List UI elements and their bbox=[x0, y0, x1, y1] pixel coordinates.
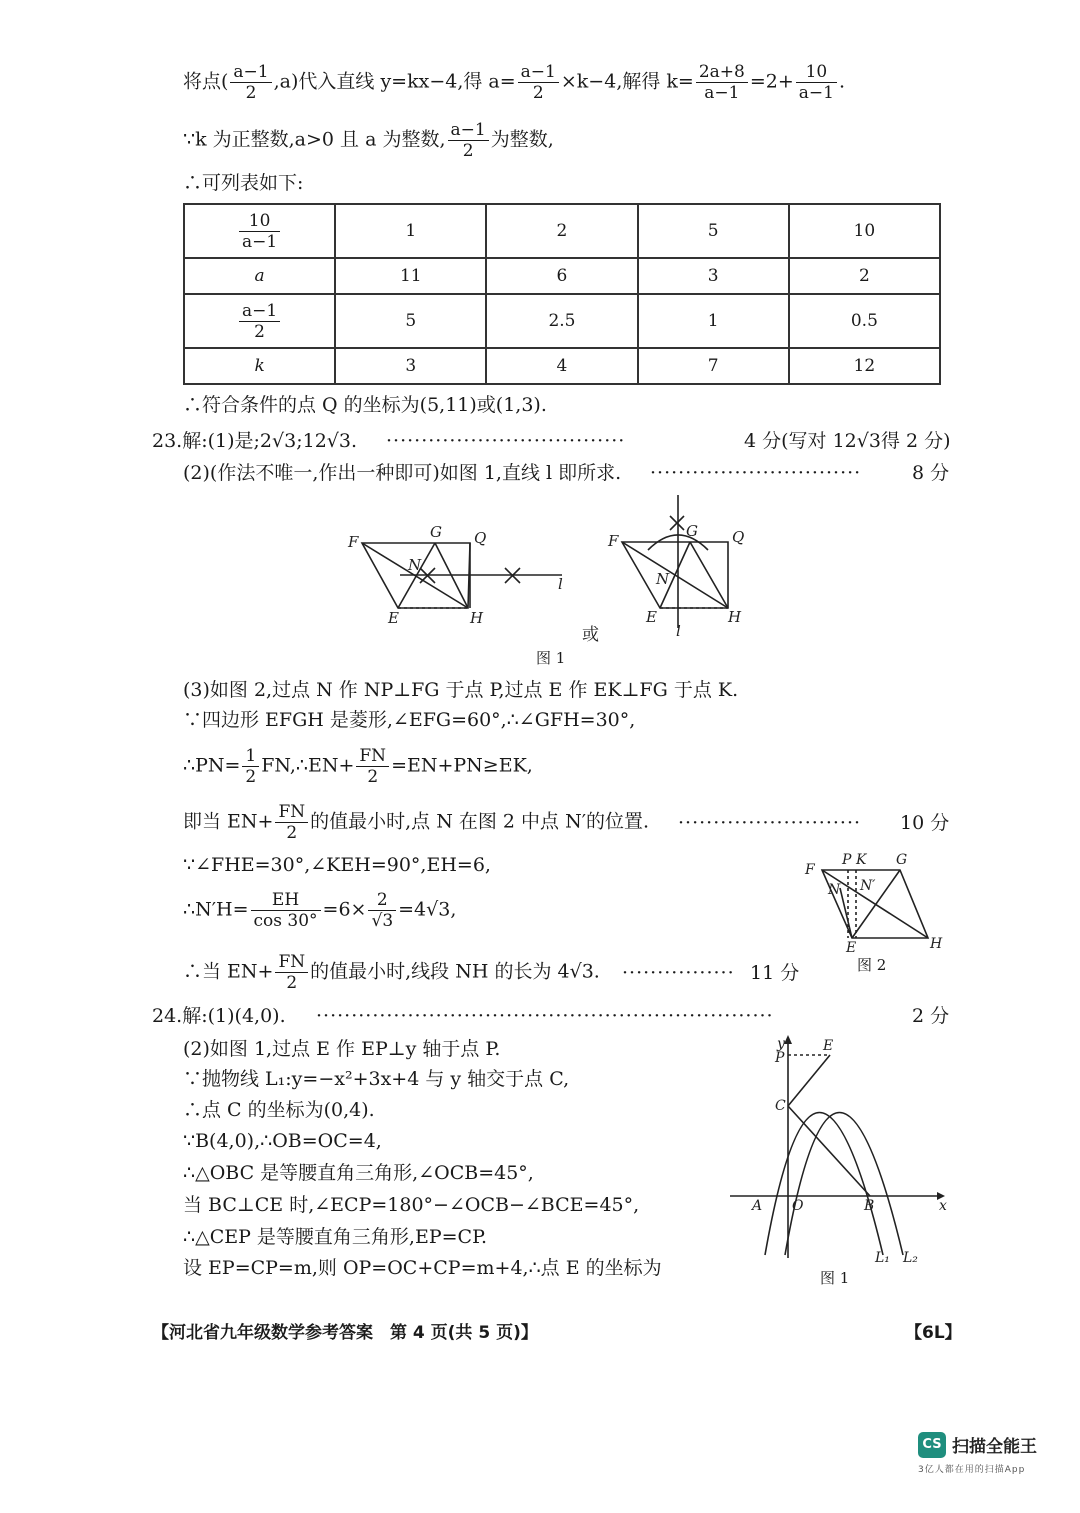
label-N: N bbox=[828, 882, 841, 898]
label-G: G bbox=[430, 523, 442, 541]
q24-line4: ∴点 C 的坐标为(0,4). bbox=[183, 1099, 375, 1121]
label-F: F bbox=[608, 532, 619, 550]
table-row: a 11 6 3 2 bbox=[184, 258, 940, 294]
label-l: l bbox=[676, 622, 681, 640]
camscanner-logo: CS bbox=[918, 1432, 946, 1458]
q23-line5: ∴PN= $\frac{1}{2}$ FN,∴EN+ $\frac{FN}{2}$ =EN+PN≥EK, bbox=[183, 746, 533, 787]
label-G: G bbox=[896, 852, 908, 868]
leader-dots: ······························ bbox=[650, 462, 862, 484]
fraction: $\frac{FN}{2}$ bbox=[356, 746, 389, 787]
table-row: $\frac{10}{a-1}$ 1 2 5 10 bbox=[184, 204, 940, 258]
label-E: E bbox=[823, 1038, 834, 1054]
label-P: P bbox=[842, 852, 852, 868]
score-label: 10 分 bbox=[900, 812, 950, 834]
label-E: E bbox=[388, 609, 399, 627]
camscanner-name: 扫描全能王 bbox=[952, 1437, 1037, 1457]
fraction: $\frac{a-1}{2}$ bbox=[448, 120, 489, 161]
table-row: $\frac{a-1}{2}$ 5 2.5 1 0.5 bbox=[184, 294, 940, 348]
q24-line8: ∴△CEP 是等腰直角三角形,EP=CP. bbox=[183, 1226, 488, 1248]
label-F: F bbox=[348, 533, 359, 551]
q23-part2: (2)(作法不唯一,作出一种即可)如图 1,直线 l 即所求. bbox=[183, 462, 622, 484]
q24-line7: 当 BC⊥CE 时,∠ECP=180°−∠OCB−∠BCE=45°, bbox=[183, 1194, 640, 1216]
fraction: $\frac{10}{a-1}$ bbox=[796, 62, 837, 103]
label-H: H bbox=[930, 936, 943, 952]
q22-conclusion: ∴符合条件的点 Q 的坐标为(5,11)或(1,3). bbox=[183, 394, 547, 416]
score-label: 2 分 bbox=[912, 1005, 950, 1027]
label-E: E bbox=[646, 608, 657, 626]
score-label: 4 分(写对 12√3得 2 分) bbox=[744, 430, 951, 452]
footer-left: 【河北省九年级数学参考答案 第 4 页(共 5 页)】 bbox=[152, 1323, 538, 1343]
leader-dots: ·································· bbox=[386, 430, 626, 452]
q23-line6: 即当 EN+ $\frac{FN}{2}$ 的值最小时,点 N 在图 2 中点 N′的位置. bbox=[183, 802, 650, 843]
label-L1: L₁ bbox=[875, 1250, 890, 1266]
q24-line2: (2)如图 1,过点 E 作 EP⊥y 轴于点 P. bbox=[183, 1038, 501, 1060]
label-G: G bbox=[686, 522, 698, 540]
fraction: $\frac{FN}{2}$ bbox=[275, 802, 308, 843]
label-C: C bbox=[775, 1098, 786, 1114]
label-H: H bbox=[470, 609, 484, 627]
q23-line7: ∵∠FHE=30°,∠KEH=90°,EH=6, bbox=[183, 854, 491, 876]
figure-1-caption: 图 1 bbox=[536, 649, 566, 667]
figure-1-right bbox=[600, 490, 760, 640]
leader-dots: ································································· bbox=[316, 1005, 774, 1027]
q24-line3: ∵抛物线 L₁:y=−x²+3x+4 与 y 轴交于点 C, bbox=[183, 1068, 570, 1090]
label-y: y bbox=[777, 1036, 785, 1052]
q23-part1: 23.解:(1)是;2√3;12√3. bbox=[152, 430, 358, 452]
q23-line8: ∴N′H= $\frac{EH}{\cos 30^\circ}$ =6× $\frac{2}{√3}$ =4√3, bbox=[183, 890, 457, 931]
label-l: l bbox=[558, 575, 563, 593]
q24-line9: 设 EP=CP=m,则 OP=OC+CP=m+4,∴点 E 的坐标为 bbox=[183, 1257, 662, 1279]
label-N: N bbox=[656, 570, 670, 588]
fraction: $\frac{a-1}{2}$ bbox=[230, 62, 271, 103]
q22-line2: ∵k 为正整数,a>0 且 a 为整数, $\frac{a-1}{2}$ 为整数, bbox=[183, 120, 554, 161]
footer-right: 【6L】 bbox=[905, 1323, 962, 1343]
label-L2: L₂ bbox=[903, 1250, 918, 1266]
leader-dots: ·························· bbox=[678, 812, 862, 834]
figure-2-caption: 图 2 bbox=[857, 956, 887, 974]
label-A: A bbox=[752, 1198, 763, 1214]
label-Nprime: N′ bbox=[860, 878, 876, 894]
table-row: k 3 4 7 12 bbox=[184, 348, 940, 384]
q23-part3: (3)如图 2,过点 N 作 NP⊥FG 于点 P,过点 E 作 EK⊥FG 于点 K. bbox=[183, 679, 739, 701]
camscanner-tagline: 3亿人都在用的扫描App bbox=[918, 1465, 1026, 1475]
q23-line4: ∵四边形 EFGH 是菱形,∠EFG=60°,∴∠GFH=30°, bbox=[183, 709, 636, 731]
q23-line9: ∴当 EN+ $\frac{FN}{2}$ 的值最小时,线段 NH 的长为 4√3. bbox=[183, 952, 600, 993]
label-Q: Q bbox=[732, 528, 745, 546]
q22-line1: 将点( $\frac{a-1}{2}$ ,a)代入直线 y=kx−4,得 a= $\frac{a-1}{2}$ ×k−4,解得 k= $\frac{2a+8}{a-1}$ =2+ $\frac{10}{a-1}$ . bbox=[183, 62, 846, 103]
label-P: P bbox=[775, 1050, 785, 1066]
label-x: x bbox=[939, 1198, 947, 1214]
score-label: 8 分 bbox=[912, 462, 950, 484]
fraction: $\frac{1}{2}$ bbox=[242, 746, 259, 787]
q24-line6: ∴△OBC 是等腰直角三角形,∠OCB=45°, bbox=[183, 1162, 534, 1184]
label-K: K bbox=[856, 852, 867, 868]
label-B: B bbox=[864, 1198, 875, 1214]
answer-table bbox=[183, 203, 941, 385]
fraction: $\frac{EH}{\cos 30^\circ}$ bbox=[251, 890, 321, 931]
fraction: $\frac{a-1}{2}$ bbox=[518, 62, 559, 103]
figure-1-left bbox=[340, 515, 580, 630]
graph-caption: 图 1 bbox=[820, 1269, 850, 1287]
fraction: $\frac{2}{√3}$ bbox=[368, 890, 396, 931]
fraction: $\frac{FN}{2}$ bbox=[275, 952, 308, 993]
label-E: E bbox=[846, 940, 857, 956]
label-Q: Q bbox=[474, 529, 487, 547]
leader-dots: ················ bbox=[622, 962, 735, 984]
parabola-graph bbox=[725, 1030, 955, 1270]
fraction: $\frac{2a+8}{a-1}$ bbox=[696, 62, 748, 103]
q24-part1: 24.解:(1)(4,0). bbox=[152, 1005, 286, 1027]
q22-line3: ∴可列表如下: bbox=[183, 172, 304, 194]
score-label: 11 分 bbox=[750, 962, 800, 984]
label-H: H bbox=[728, 608, 742, 626]
label-F: F bbox=[805, 862, 815, 878]
label-O: O bbox=[792, 1198, 804, 1214]
q24-line5: ∵B(4,0),∴OB=OC=4, bbox=[183, 1130, 382, 1152]
figure-or-text: 或 bbox=[582, 625, 599, 645]
label-N: N bbox=[408, 556, 422, 574]
